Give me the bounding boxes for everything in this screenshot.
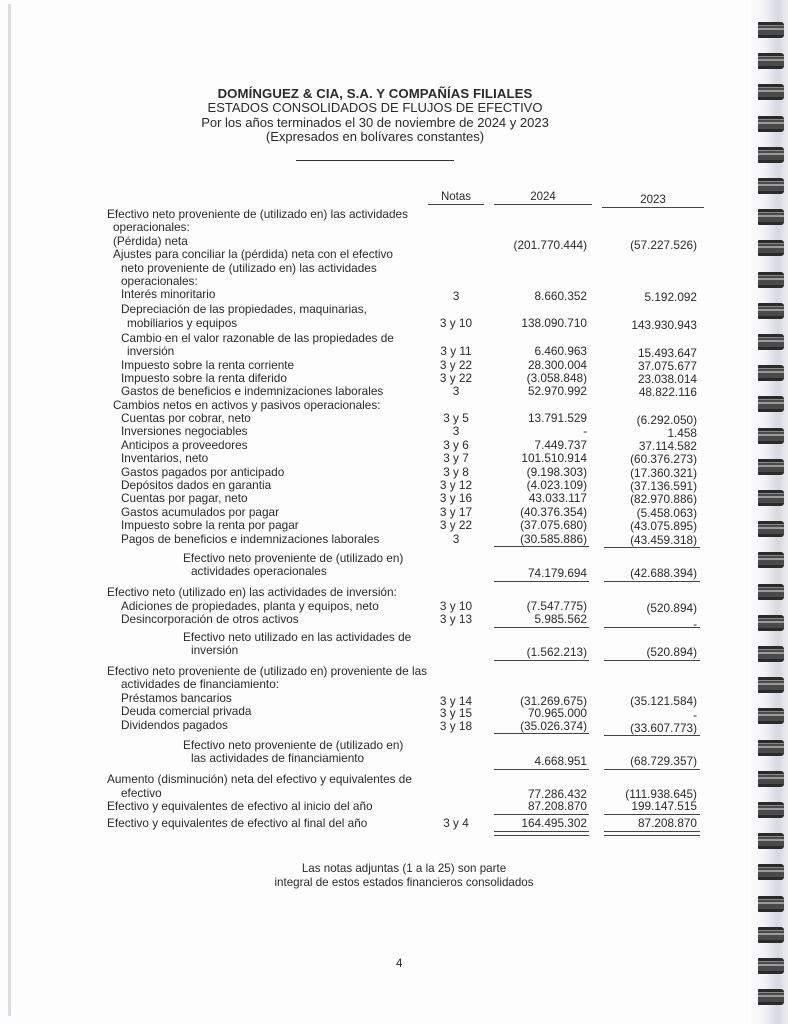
table-row: Cuentas por cobrar, neto 3 y 5 13.791.529 (6.292.050) [121,411,697,428]
underline [604,581,700,582]
binding-coil [758,365,784,381]
binding-coil [758,896,784,912]
header-rule [296,160,454,161]
binding-coil [758,428,784,444]
underline [604,547,700,548]
table-row: Inversiones negociables 3 - 1.458 [121,424,697,441]
underline [494,814,589,815]
binding-coil [758,272,784,288]
table-row-label: Cambio en el valor razonable de las propiedades de [121,330,394,345]
binding-coil [758,396,784,412]
section-heading: operacionales: [113,220,190,235]
section-heading: Efectivo neto proveniente de (utilizado en) proveniente de las [107,663,428,678]
section-heading: Efectivo neto (utilizado en) las actividades de inversión: [107,585,397,600]
binding-coil [758,927,784,943]
double-underline [494,831,589,836]
binding-coil [758,178,784,194]
summary-row: efectivo 77.286.432 (111.938.645) [121,785,697,801]
double-underline [604,831,700,836]
underline [494,769,589,770]
binding-coil [758,147,784,163]
sub-heading: neto proveniente de (utilizado en) las actividades [121,260,377,275]
binding-coil [758,802,784,818]
statement-period: Por los años terminados el 30 de noviembre de 2024 y 2023 [201,114,549,130]
binding-coil [758,646,784,662]
table-row: Gastos de beneficios e indemnizaciones laborales 3 52.970.992 48.822.116 [121,384,697,400]
table-row: Deuda comercial privada 3 y 15 70.965.000 - [121,704,697,723]
summary-row: Efectivo y equivalentes de efectivo al inicio del año 87.208.870 199.147.515 [107,800,707,813]
binding-coil [758,240,784,256]
binding-coil [758,584,784,600]
sub-heading: operacionales: [121,273,198,288]
underline [604,660,700,661]
subtotal-label: Efectivo neto proveniente de (utilizado en) [183,550,404,565]
underline [604,735,700,736]
binding-coil [758,53,784,69]
company-name: DOMÍNGUEZ & CIA, S.A. Y COMPAÑÍAS FILIALES [217,86,533,101]
section-heading: actividades de financiamiento: [121,677,280,692]
binding-coil [758,209,784,225]
binding-coil [758,84,784,100]
section-heading: Efectivo neto proveniente de (utilizado en) las actividades [107,207,408,221]
table-row: mobiliarios y equipos 3 y 10 138.090.710 143.930.943 [127,315,697,332]
underline [604,814,700,815]
table-row: Interés minoritario 3 8.660.352 5.192.092 [121,287,697,305]
table-row: Pagos de beneficios e indemnizaciones laborales 3 (30.585.886) (43.459.318) [107,533,707,546]
table-row: Depósitos dados en garantia 3 y 12 (4.023.109) (37.136.591) [121,478,697,494]
statement-header [0,86,750,161]
table-row: Impuesto sobre la renta por pagar 3 y 22 (37.075.680) (43.075.895) [121,518,697,534]
binding-coil [758,303,784,319]
binding-coil [758,771,784,787]
table-row: Inventarios, neto 3 y 7 101.510.914 (60.376.273) [121,451,697,467]
underline [494,546,589,547]
binding-coil [758,677,784,693]
table-row-label: Depreciación de las propiedades, maquinarias, [121,302,367,317]
cash-flow-statement [107,208,707,831]
subtotal-row: las actividades de financiamiento 4.668.951 (68.729.357) [107,752,707,768]
table-row: Adiciones de propiedades, planta y equipos, neto 3 y 10 (7.547.775) (520.894) [121,598,697,615]
underline [494,627,589,628]
table-row: Cuentas por pagar, neto 3 y 16 43.033.117 (82.970.886) [121,491,697,507]
underline [604,627,700,628]
binding-coil [758,116,784,132]
statement-title: ESTADOS CONSOLIDADOS DE FLUJOS DE EFECTIVO [207,100,543,115]
binding-coil [758,459,784,475]
binding-coil [758,552,784,568]
subtotal-label: Efectivo neto utilizado en las actividades de [183,629,412,644]
binding-coil [758,708,784,724]
binding-coil [758,615,784,631]
table-row: Impuesto sobre la renta corriente 3 y 22 28.300.004 37.075.677 [121,357,697,373]
statement-currency: (Expresados en bolívares constantes) [265,129,485,144]
table-row: Dividendos pagados 3 y 18 (35.026.374) (33.607.773) [107,719,707,732]
underline [494,581,589,582]
binding-coil [758,833,784,849]
page-number: 4 [396,958,403,970]
column-header-2023: 2023 [602,194,704,208]
summary-total-row: Efectivo y equivalentes de efectivo al final del año 3 y 4 164.495.302 87.208.870 [107,817,707,830]
sub-heading: Ajustes para conciliar la (pérdida) neta con el efectivo [113,247,393,262]
binding-coil [758,958,784,974]
table-row: Gastos pagados por anticipado 3 y 8 (9.198.303) (17.360.321) [121,464,697,480]
subtotal-row: inversión (1.562.213) (520.894) [107,644,707,660]
table-row: Impuesto sobre la renta diferido 3 y 22 (3.058.848) 23.038.014 [121,370,697,386]
sub-heading: Cambios netos en activos y pasivos operacionales: [113,397,381,412]
binding-coil [758,989,784,1005]
underline [604,769,700,770]
binding-coil [758,740,784,756]
column-header-notas: Notas [428,191,484,205]
underline [494,733,589,734]
table-row: (Pérdida) neta (201.770.444) (57.227.526) [113,233,697,252]
underline [494,660,589,661]
table-row: Anticipos a proveedores 3 y 6 7.449.737 37.114.582 [121,437,697,453]
subtotal-label: Efectivo neto proveniente de (utilizado en) [183,737,404,752]
binding-coil [758,521,784,537]
summary-label: Aumento (disminución) neta del efectivo y equivalentes de [107,772,412,787]
table-row: Desincorporación de otros activos 3 y 13 5.985.562 - [107,613,707,626]
binding-coil [758,22,784,38]
table-row: Préstamos bancarios 3 y 14 (31.269.675) (35.121.584) [121,690,697,708]
subtotal-row: actividades operacionales 74.179.694 (42.688.394) [107,565,707,581]
table-row: inversión 3 y 11 6.460.963 15.493.647 [127,344,697,361]
binding-coil [758,334,784,350]
column-header-2024: 2024 [494,191,592,205]
table-row: Gastos acumulados por pagar 3 y 17 (40.376.354) (5.458.063) [121,504,697,520]
footer-note: Las notas adjuntas (1 a la 25) son parte integral de estos estados financieros consolidados [274,862,534,889]
binding-coil [758,490,784,506]
